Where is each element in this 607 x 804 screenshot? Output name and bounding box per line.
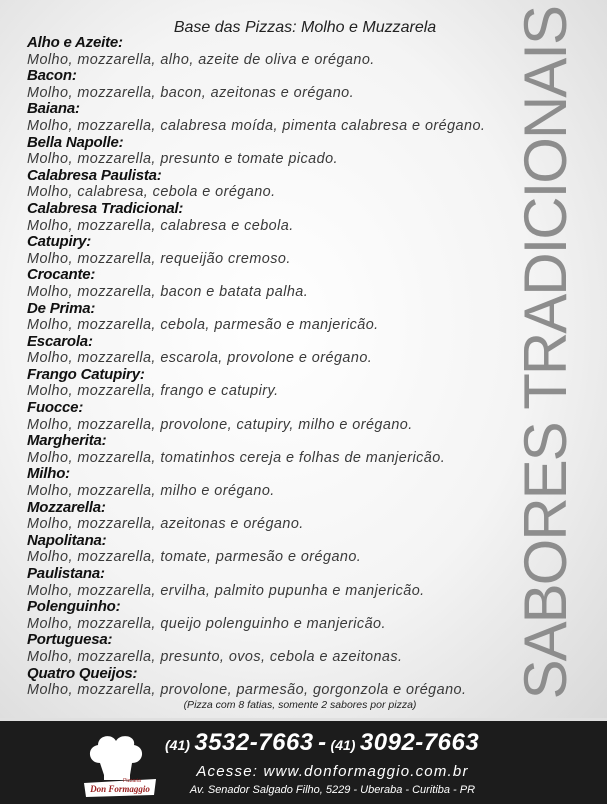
- flavor-item: [27, 234, 532, 267]
- flavor-description: Molho, mozzarella, ervilha, palmito pupunha e manjericão.: [27, 582, 425, 599]
- flavor-name: Bella Napolle:: [27, 133, 124, 151]
- flavor-item: [27, 101, 532, 134]
- flavor-description: Molho, mozzarella, tomate, parmesão e orégano.: [27, 549, 362, 566]
- flavor-description: Molho, mozzarella, requeijão cremoso.: [27, 250, 291, 267]
- flavor-name: Alho e Azeite:: [27, 34, 123, 51]
- flavor-name: Polenguinho:: [27, 598, 121, 616]
- footer: [0, 718, 607, 804]
- flavor-item: [27, 135, 532, 168]
- flavor-item: [27, 500, 532, 533]
- phone2-ddd: (41): [330, 737, 356, 753]
- flavor-item: [27, 400, 532, 433]
- flavor-name: Margherita:: [27, 432, 107, 450]
- flavor-description: Molho, mozzarella, calabresa e cebola.: [27, 217, 294, 234]
- flavor-item: [27, 466, 532, 499]
- flavor-description: Molho, calabresa, cebola e orégano.: [27, 184, 276, 201]
- flavor-name: Quatro Queijos:: [27, 664, 138, 682]
- flavor-description: Molho, mozzarella, presunto e tomate picado.: [27, 151, 338, 168]
- flavor-description: Molho, mozzarella, provolone, catupiry, milho e orégano.: [27, 416, 413, 433]
- flavor-description: Molho, mozzarella, provolone, parmesão, gorgonzola e orégano.: [27, 682, 467, 699]
- flavor-name: Napolitana:: [27, 531, 107, 549]
- side-title-text: SABORES TRADICIONAIS: [511, 6, 579, 700]
- flavor-item: [27, 35, 532, 68]
- flavor-name: Mozzarella:: [27, 498, 106, 516]
- phone1-number[interactable]: 3532-7663: [194, 729, 314, 756]
- flavor-list: [27, 35, 532, 699]
- flavor-name: Catupiry:: [27, 233, 92, 251]
- flavor-name: Calabresa Paulista:: [27, 166, 162, 184]
- logo-name-text: Don Formaggio: [90, 784, 150, 794]
- flavor-name: Paulistana:: [27, 565, 105, 582]
- phone-line: [165, 729, 479, 757]
- flavor-name: Escarola:: [27, 332, 93, 350]
- flavor-description: Molho, mozzarella, presunto, ovos, cebola e azeitonas.: [27, 648, 403, 665]
- flavor-item: [27, 632, 532, 665]
- flavor-description: Molho, mozzarella, alho, azeite de oliva e orégano.: [27, 51, 375, 68]
- flavor-description: Molho, mozzarella, cebola, parmesão e manjericão.: [27, 317, 379, 334]
- flavor-item: [27, 666, 532, 699]
- flavor-item: [27, 599, 532, 632]
- flavor-item: [27, 433, 532, 466]
- flavor-description: Molho, mozzarella, azeitonas e orégano.: [27, 516, 304, 533]
- flavor-description: Molho, mozzarella, frango e catupiry.: [27, 383, 279, 400]
- flavor-name: Baiana:: [27, 100, 80, 118]
- flavor-description: Molho, mozzarella, bacon, azeitonas e orégano.: [27, 84, 355, 101]
- flavor-item: [27, 168, 532, 201]
- flavor-item: [27, 533, 532, 566]
- flavor-name: Portuguesa:: [27, 631, 113, 649]
- phone1-ddd: (41): [165, 737, 190, 753]
- phone2-number[interactable]: 3092-7663: [359, 729, 480, 756]
- flavor-item: [27, 566, 532, 599]
- phone-separator: -: [318, 729, 327, 756]
- flavor-name: Fuocce:: [27, 399, 84, 417]
- flavor-description: Molho, mozzarella, tomatinhos cereja e folhas de manjericão.: [27, 449, 446, 466]
- flavor-description: Molho, mozzarella, escarola, provolone e orégano.: [27, 350, 373, 367]
- flavor-item: [27, 267, 532, 300]
- logo-small-text: Pizzaria: [123, 778, 141, 784]
- flavor-description: Molho, mozzarella, milho e orégano.: [27, 483, 275, 500]
- flavor-item: [27, 68, 532, 101]
- chef-hat-logo: [80, 729, 160, 799]
- address: Av. Senador Salgado Filho, 5229 - Uberaba - Curitiba - PR: [189, 784, 476, 796]
- flavor-description: Molho, mozzarella, queijo polenguinho e manjericão.: [27, 615, 386, 632]
- flavor-item: [27, 334, 532, 367]
- flavor-description: Molho, mozzarella, bacon e batata palha.: [27, 283, 309, 300]
- flavor-description: Molho, mozzarella, calabresa moída, pimenta calabresa e orégano.: [27, 117, 486, 134]
- side-title: [505, 6, 585, 700]
- flavor-name: Calabresa Tradicional:: [27, 199, 184, 217]
- flavor-name: Milho:: [27, 465, 70, 483]
- flavor-item: [27, 367, 532, 400]
- flavor-item: [27, 301, 532, 334]
- flavor-name: Crocante:: [27, 266, 96, 284]
- pizza-note: (Pizza com 8 fatias, somente 2 sabores por pizza): [183, 699, 417, 711]
- flavor-name: De Prima:: [27, 299, 96, 317]
- flavor-name: Frango Catupiry:: [27, 365, 145, 383]
- base-title: Base das Pizzas: Molho e Muzzarela: [173, 19, 437, 36]
- flavor-item: [27, 201, 532, 234]
- flavor-name: Bacon:: [27, 67, 77, 85]
- website-link[interactable]: Acesse: www.donformaggio.com.br: [196, 763, 469, 780]
